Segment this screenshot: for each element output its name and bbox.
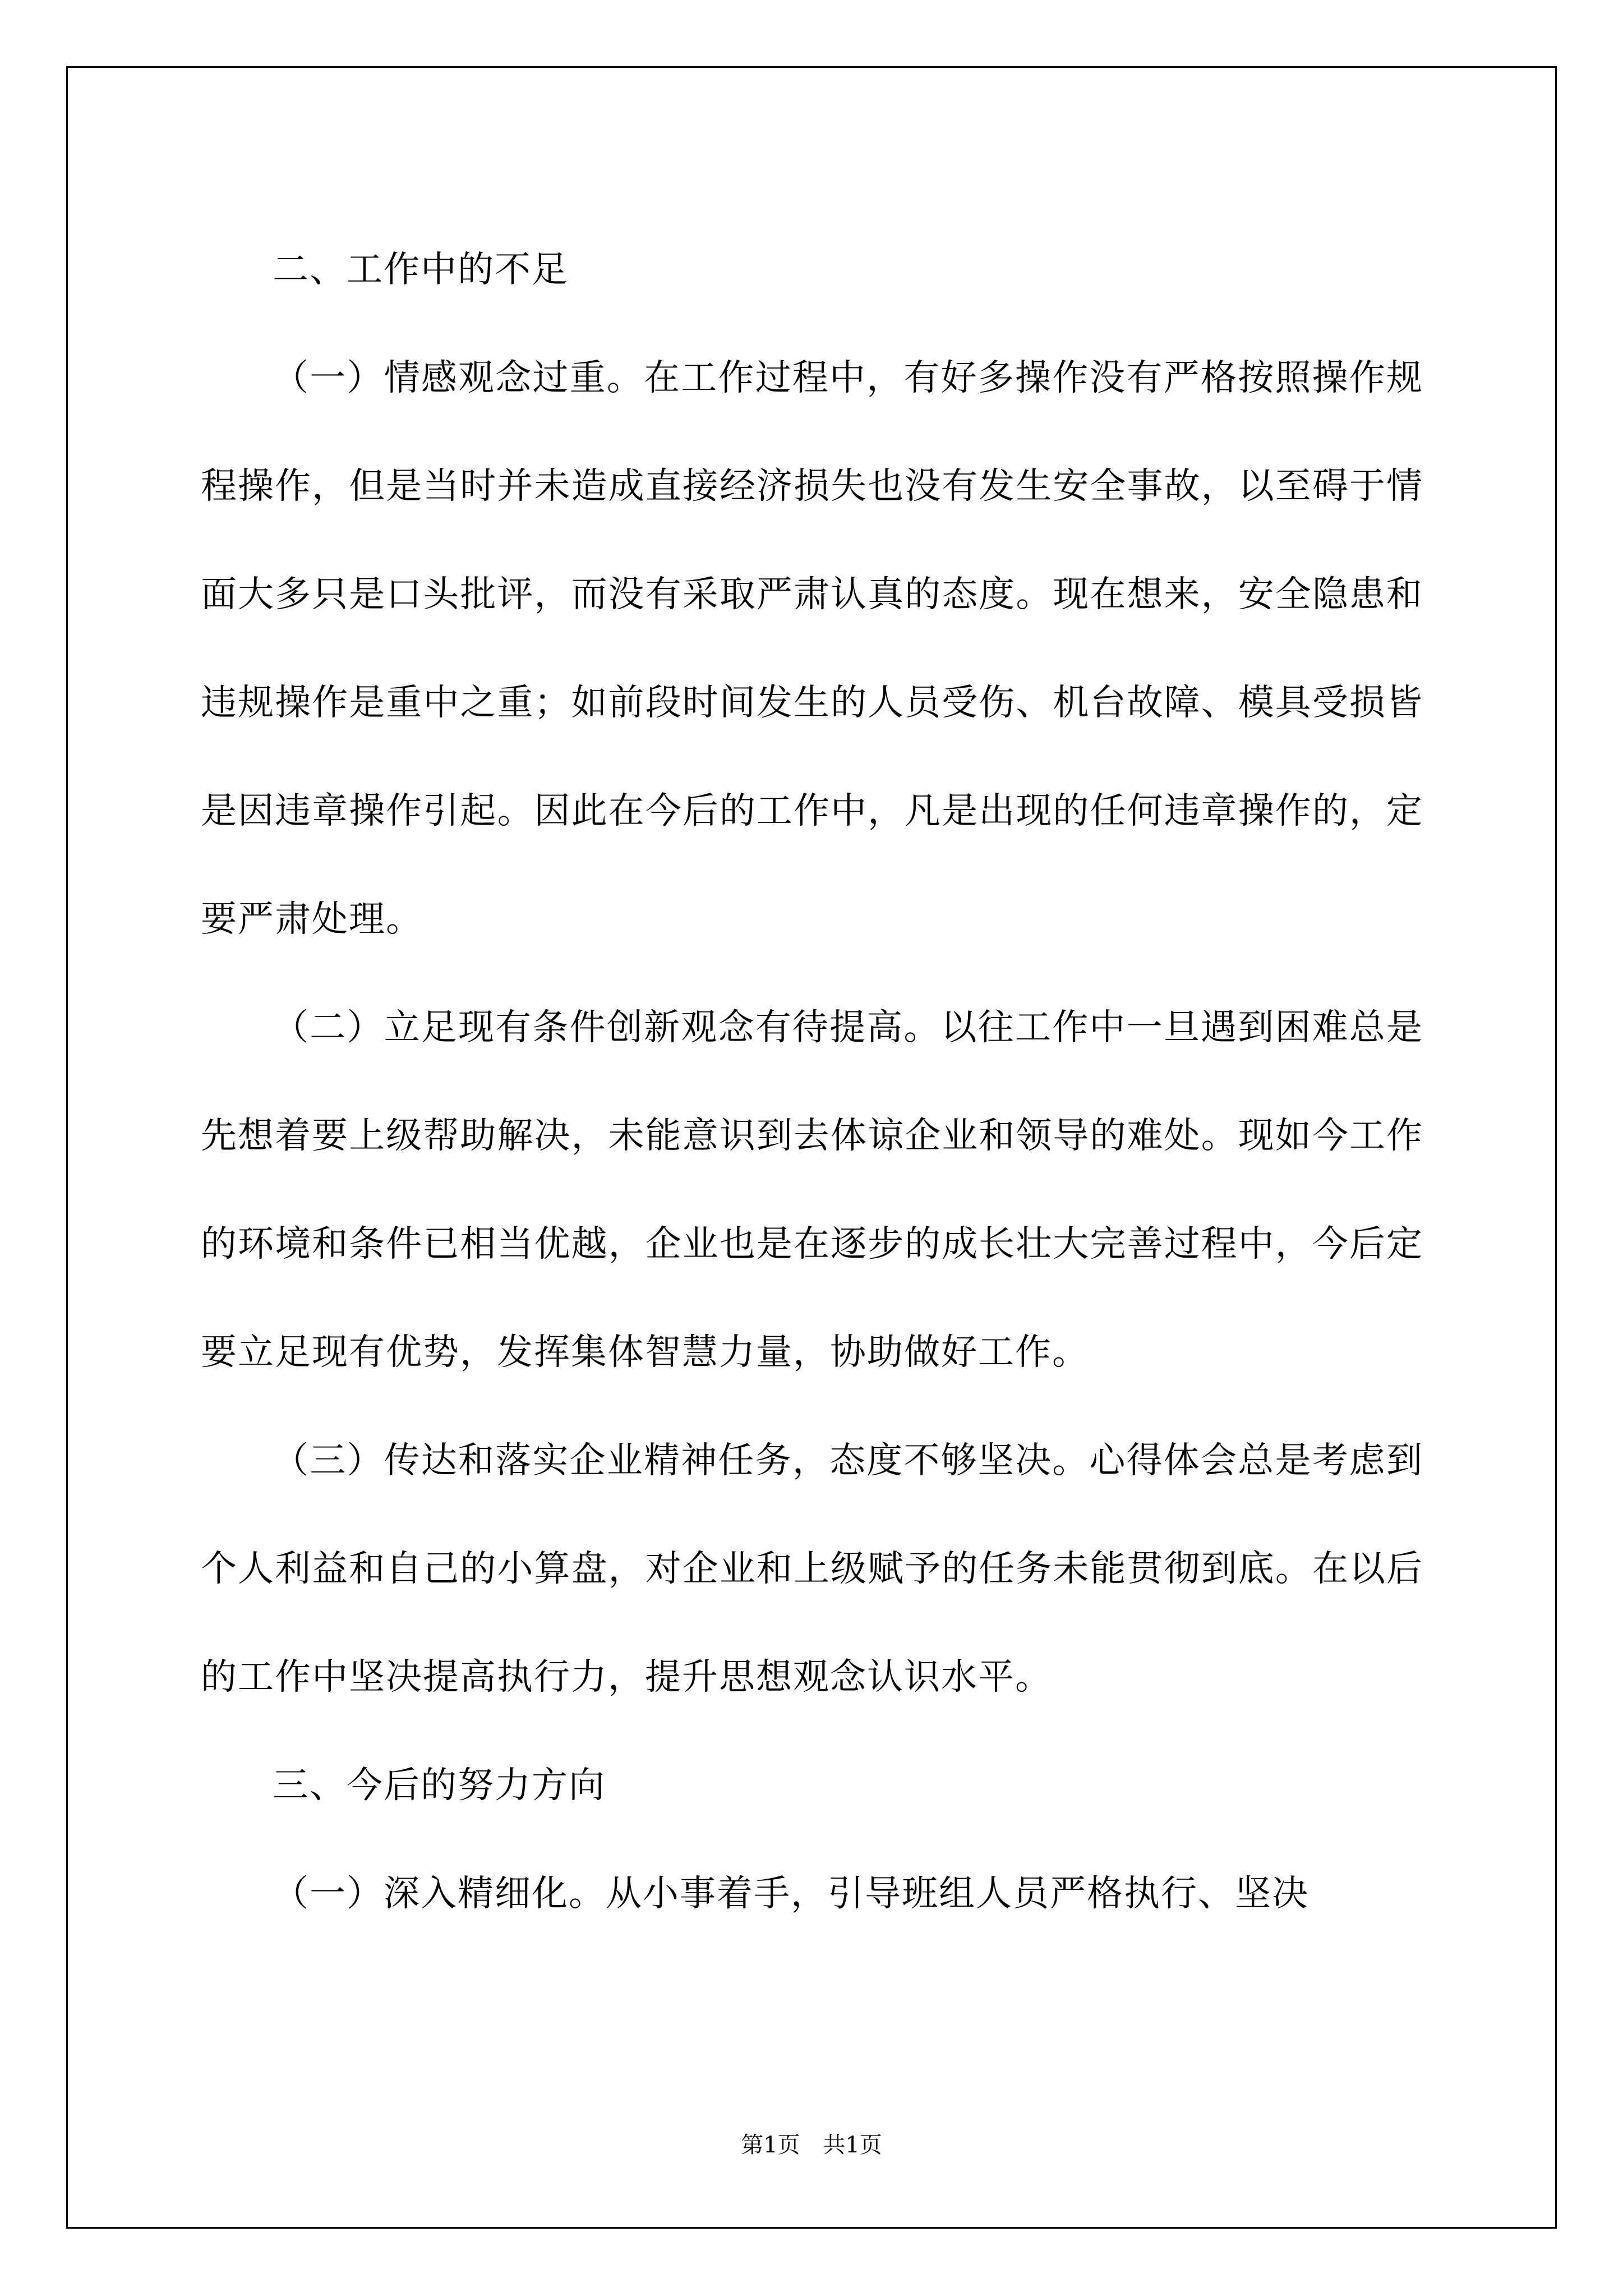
page-number-total: 共1页 <box>823 2132 882 2158</box>
paragraph-refinement: （一）深入精细化。从小事着手，引导班组人员严格执行、坚决 <box>273 1873 1309 1915</box>
document-body <box>201 216 1423 1948</box>
paragraph-innovation-concept: （二）立足现有条件创新观念有待提高。以往工作中一旦遇到困难总是先想着要上级帮助解决，未能意识到去体谅企业和领导的难处。现如今工作的环境和条件已相当优越，企业也是在逐步的成长壮大完善过程中，今后定要立足现有优势，发挥集体智慧力量，协助做好工作。 <box>201 1007 1423 1373</box>
section-heading-future-direction: 三、今后的努力方向 <box>273 1765 606 1806</box>
page-footer <box>0 2127 1623 2159</box>
paragraph-task-execution: （三）传达和落实企业精神任务，态度不够坚决。心得体会总是考虑到个人利益和自己的小算盘，对企业和上级赋予的任务未能贯彻到底。在以后的工作中坚决提高执行力，提升思想观念认识水平。 <box>201 1440 1423 1698</box>
paragraph-emotional-concept: （一）情感观念过重。在工作过程中，有好多操作没有严格按照操作规程操作，但是当时并未造成直接经济损失也没有发生安全事故，以至碍于情面大多只是口头批评，而没有采取严肃认真的态度。现在想来，安全隐患和违规操作是重中之重；如前段时间发生的人员受伤、机台故障、模具受损皆是因违章操作引起。因此在今后的工作中，凡是出现的任何违章操作的，定要严肃处理。 <box>201 357 1423 940</box>
page-number-current: 第1页 <box>741 2132 800 2158</box>
section-heading-shortcomings: 二、工作中的不足 <box>273 249 569 291</box>
